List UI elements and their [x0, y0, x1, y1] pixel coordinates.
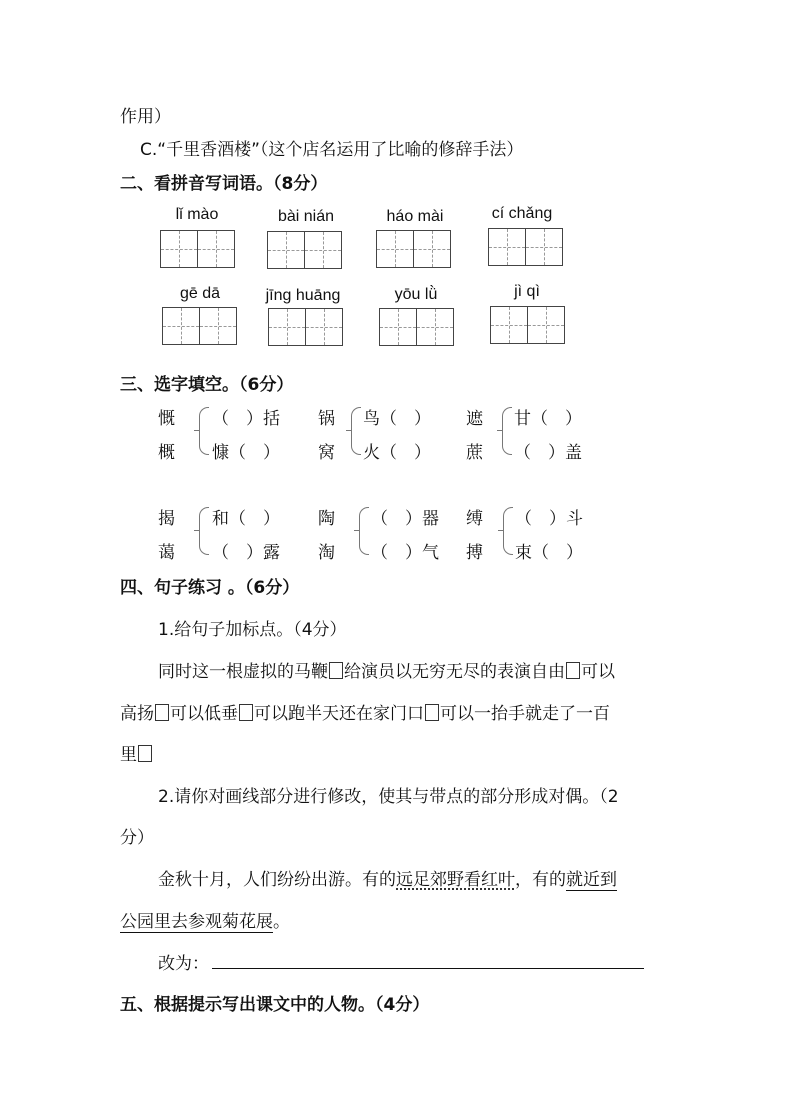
char-prompt: 缚: [466, 509, 483, 529]
char-prompt: 搏: [466, 543, 483, 563]
underlined-phrase: 就近到: [566, 870, 617, 890]
char-prompt: 揭: [158, 509, 175, 529]
answer-label: 改为：: [158, 954, 209, 974]
fill-option[interactable]: 束（ ）: [515, 543, 583, 563]
pinyin: lǐ mào: [175, 206, 219, 223]
writing-grid[interactable]: [162, 307, 237, 345]
char-prompt: 蔗: [466, 443, 483, 463]
sentence-line-1: 金秋十月，人们纷纷出游。有的远足郊野看红叶，有的就近到: [158, 870, 617, 890]
writing-grid[interactable]: [267, 231, 342, 269]
punctuation-line-3: 里: [120, 744, 153, 766]
char-prompt: 陶: [318, 509, 335, 529]
fill-option[interactable]: 甘（ ）: [514, 409, 582, 429]
writing-grid[interactable]: [376, 230, 451, 268]
writing-grid[interactable]: [490, 306, 565, 344]
pinyin: cí chǎng: [491, 205, 553, 222]
pinyin: jīng huāng: [265, 287, 341, 304]
brace-icon: [199, 507, 209, 555]
answer-line[interactable]: [212, 968, 644, 969]
fill-option[interactable]: （ ）盖: [514, 443, 582, 463]
section-3-title: 三、选字填空。（6分）: [120, 375, 294, 395]
char-prompt: 蔼: [158, 543, 175, 563]
punctuation-blank[interactable]: [155, 704, 169, 721]
punctuation-blank[interactable]: [329, 662, 343, 679]
writing-grid[interactable]: [379, 308, 454, 346]
section-5-title: 五、根据提示写出课文中的人物。（4分）: [120, 995, 430, 1015]
writing-grid[interactable]: [268, 308, 343, 346]
punctuation-blank[interactable]: [566, 662, 580, 679]
char-prompt: 锅: [318, 409, 335, 429]
pinyin: bài nián: [277, 208, 335, 225]
section-4-title: 四、句子练习 。（6分）: [120, 578, 300, 598]
brace-icon: [359, 507, 369, 555]
question-2: 2.请你对画线部分进行修改，使其与带点的部分形成对偶。（2: [158, 787, 619, 807]
punctuation-blank[interactable]: [425, 704, 439, 721]
char-prompt: 窝: [318, 443, 335, 463]
brace-icon: [502, 407, 512, 455]
fill-option[interactable]: （ ）器: [371, 509, 439, 529]
char-prompt: 慨: [158, 409, 175, 429]
brace-icon: [351, 407, 361, 455]
fill-option[interactable]: 火（ ）: [363, 443, 431, 463]
pinyin: gē dā: [179, 285, 221, 302]
section-2-title: 二、看拼音写词语。（8分）: [120, 174, 328, 194]
option-c: C.“千里香酒楼”（这个店名运用了比喻的修辞手法）: [140, 140, 524, 160]
question-2-cont: 分）: [120, 828, 154, 848]
punctuation-blank[interactable]: [239, 704, 253, 721]
question-1: 1.给句子加标点。（4分）: [158, 620, 347, 640]
pinyin: jì qì: [514, 283, 540, 300]
writing-grid[interactable]: [160, 230, 235, 268]
fill-option[interactable]: 和（ ）: [212, 509, 280, 529]
char-prompt: 淘: [318, 543, 335, 563]
brace-icon: [199, 407, 209, 455]
fill-option[interactable]: （ ）括: [212, 409, 280, 429]
punctuation-blank[interactable]: [138, 745, 152, 762]
fill-option[interactable]: 鸟（ ）: [363, 409, 431, 429]
punctuation-line-1: 同时这一根虚拟的马鞭 给演员以无穷无尽的表演自由 可以: [158, 662, 615, 682]
char-prompt: 概: [158, 443, 175, 463]
char-prompt: 遮: [466, 409, 483, 429]
fill-option[interactable]: 慷（ ）: [212, 443, 280, 463]
fill-option[interactable]: （ ）露: [212, 543, 280, 563]
punctuation-line-2: 高扬 可以低垂 可以跑半天还在家门口 可以一抬手就走了一百: [120, 704, 610, 724]
sentence-line-2: 公园里去参观菊花展。: [120, 912, 290, 932]
dotted-phrase: 远足郊野看红叶: [396, 870, 515, 890]
underlined-phrase: 公园里去参观菊花展: [120, 912, 273, 932]
pinyin: háo mài: [386, 208, 444, 225]
brace-icon: [503, 507, 513, 555]
writing-grid[interactable]: [488, 228, 563, 266]
fill-option[interactable]: （ ）斗: [515, 509, 583, 529]
continuation-text: 作用）: [120, 107, 171, 127]
pinyin: yōu lǜ: [394, 286, 438, 303]
fill-option[interactable]: （ ）气: [371, 543, 439, 563]
